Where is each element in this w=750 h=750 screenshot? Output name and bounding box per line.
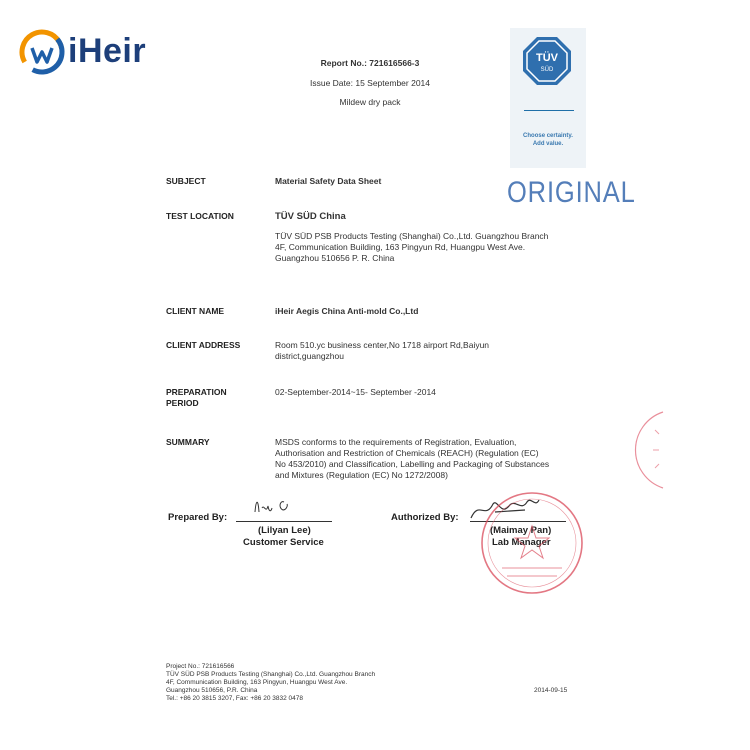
tuv-divider <box>524 110 574 111</box>
summary-line2: Authorisation and Restriction of Chemicals (REACH) (Regulation (EC) <box>275 448 539 458</box>
tuv-logo-panel <box>510 28 586 168</box>
test-location-value: TÜV SÜD China <box>275 211 346 222</box>
tuv-slogan-line1: Choose certainty. <box>523 133 573 139</box>
authorized-by-label: Authorized By: <box>391 512 459 523</box>
tuv-logo-bottom-text: SÜD <box>540 67 554 73</box>
prepared-signature <box>250 490 300 520</box>
lab-address-line1: TÜV SÜD PSB Products Testing (Shanghai) Co.,Ltd. Guangzhou Branch <box>275 231 549 241</box>
summary-line1: MSDS conforms to the requirements of Registration, Evaluation, <box>275 437 517 447</box>
product-name: Mildew dry pack <box>339 97 401 107</box>
tuv-octagon-icon <box>522 36 572 86</box>
footer-address-line2: Guangzhou 510656, P.R. China <box>166 687 258 694</box>
client-name-value: iHeir Aegis China Anti-mold Co.,Ltd <box>275 306 419 316</box>
prepared-name: (Lilyan Lee) <box>258 525 311 536</box>
subject-value: Material Safety Data Sheet <box>275 176 382 186</box>
footer-project-no: Project No.: 721616566 <box>166 663 235 670</box>
summary-line4: and Mixtures (Regulation (EC) No 1272/2008) <box>275 470 448 480</box>
footer-date: 2014-09-15 <box>534 687 568 694</box>
test-location-label: TEST LOCATION <box>166 211 234 221</box>
tuv-logo-top-text: TÜV <box>536 52 558 64</box>
footer-lab-name: TÜV SÜD PSB Products Testing (Shanghai) Co.,Ltd. Guangzhou Branch <box>166 671 376 678</box>
preparation-label-line1: PREPARATION <box>166 387 227 397</box>
tuv-slogan-line2: Add value. <box>532 141 564 147</box>
lab-address-line2: 4F, Communication Building, 163 Pingyun Rd, Huangpu West Ave. <box>275 242 526 252</box>
footer-contact: Tel.: +86 20 3815 3207, Fax: +86 20 3832 0478 <box>166 695 303 702</box>
report-number: Report No.: 721616566-3 <box>320 58 420 68</box>
client-address-label: CLIENT ADDRESS <box>166 340 241 350</box>
summary-label: SUMMARY <box>166 437 210 447</box>
client-address-line2: district,guangzhou <box>275 351 344 361</box>
footer-address-line1: 4F, Communication Building, 163 Pingyun, Huangpu West Ave. <box>166 679 348 686</box>
iheir-logo-icon <box>18 28 66 76</box>
iheir-logo <box>18 28 168 78</box>
company-seal <box>477 488 587 598</box>
prepared-by-label: Prepared By: <box>168 512 228 523</box>
preparation-period-value: 02-September-2014~15- September -2014 <box>275 387 436 397</box>
prepared-signature-line <box>236 521 332 522</box>
tuv-slogan <box>510 132 586 148</box>
client-address-line1: Room 510.yc business center,No 1718 airport Rd,Baiyun <box>275 340 490 350</box>
authorized-title: Lab Manager <box>492 537 551 548</box>
client-name-label: CLIENT NAME <box>166 306 225 316</box>
footer-block <box>166 663 375 703</box>
subject-label: SUBJECT <box>166 176 206 186</box>
prepared-title: Customer Service <box>243 537 324 548</box>
original-stamp: ORIGINAL <box>507 176 636 209</box>
lab-address-line3: Guangzhou 510656 P. R. China <box>275 253 395 263</box>
partial-seal <box>625 410 665 490</box>
preparation-label-line2: PERIOD <box>166 398 199 408</box>
authorized-name: (Maimay Pan) <box>490 525 552 536</box>
summary-line3: No 453/2010) and Classification, Labelling and Packaging of Substances <box>275 459 550 469</box>
issue-date: Issue Date: 15 September 2014 <box>309 78 431 88</box>
brand-name: iHeir <box>68 32 147 70</box>
